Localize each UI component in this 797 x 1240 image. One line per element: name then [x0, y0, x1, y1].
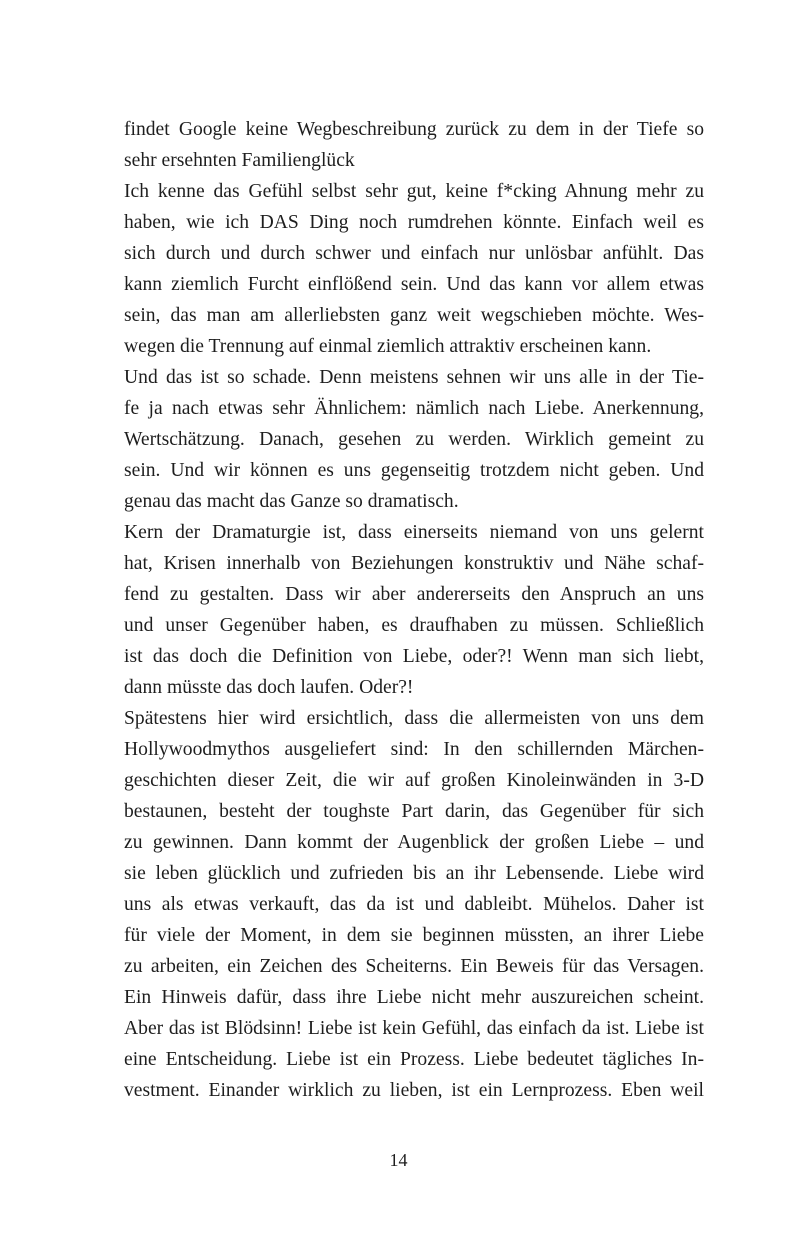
text-line: dann müsste das doch laufen. Oder?! — [124, 677, 414, 698]
text-line: sehr ersehnten Familienglück — [124, 150, 355, 171]
text-line: sein, das man am allerliebsten ganz weit wegschieben möchte. Wes- — [124, 305, 704, 326]
text-line: hat, Krisen innerhalb von Beziehungen konstruktiv und Nähe schaf- — [124, 553, 704, 574]
text-line: Hollywoodmythos ausgeliefert sind: In den schillernden Märchen- — [124, 739, 704, 760]
text-line: kann ziemlich Furcht einflößend sein. Und das kann vor allem etwas — [124, 274, 704, 295]
page-number: 14 — [389, 1150, 408, 1170]
text-line: Und das ist so schade. Denn meistens sehnen wir uns alle in der Tie- — [124, 367, 704, 388]
text-line: sein. Und wir können es uns gegenseitig trotzdem nicht geben. Und — [124, 460, 704, 481]
text-line: fe ja nach etwas sehr Ähnlichem: nämlich nach Liebe. Anerkennung, — [124, 398, 704, 419]
paragraph — [124, 703, 704, 1106]
text-line: Ich kenne das Gefühl selbst sehr gut, keine f*cking Ahnung mehr zu — [124, 181, 704, 202]
text-line: findet Google keine Wegbeschreibung zurück zu dem in der Tiefe so — [124, 119, 704, 140]
text-line: geschichten dieser Zeit, die wir auf großen Kinoleinwänden in 3-D — [124, 770, 704, 791]
paragraph — [124, 176, 704, 362]
paragraph — [124, 517, 704, 703]
text-line: sie leben glücklich und zufrieden bis an ihr Lebensende. Liebe wird — [124, 863, 704, 884]
text-line: eine Entscheidung. Liebe ist ein Prozess. Liebe bedeutet tägliches In- — [124, 1049, 704, 1070]
text-line: bestaunen, besteht der toughste Part darin, das Gegenüber für sich — [124, 801, 704, 822]
text-line: und unser Gegenüber haben, es draufhaben zu müssen. Schließlich — [124, 615, 704, 636]
paragraph — [124, 362, 704, 517]
paragraph — [124, 114, 704, 176]
text-line: haben, wie ich DAS Ding noch rumdrehen könnte. Einfach weil es — [124, 212, 704, 233]
text-line: wegen die Trennung auf einmal ziemlich attraktiv erscheinen kann. — [124, 336, 652, 357]
text-line: für viele der Moment, in dem sie beginnen müssten, an ihrer Liebe — [124, 925, 704, 946]
text-line: Ein Hinweis dafür, dass ihre Liebe nicht mehr auszureichen scheint. — [124, 987, 704, 1008]
text-line: genau das macht das Ganze so dramatisch. — [124, 491, 459, 512]
text-line: sich durch und durch schwer und einfach nur unlösbar anfühlt. Das — [124, 243, 704, 264]
text-line: Spätestens hier wird ersichtlich, dass die allermeisten von uns dem — [124, 708, 704, 729]
text-line: zu arbeiten, ein Zeichen des Scheiterns. Ein Beweis für das Versagen. — [124, 956, 704, 977]
text-line: uns als etwas verkauft, das da ist und dableibt. Mühelos. Daher ist — [124, 894, 704, 915]
text-line: Wertschätzung. Danach, gesehen zu werden. Wirklich gemeint zu — [124, 429, 704, 450]
text-line: Aber das ist Blödsinn! Liebe ist kein Gefühl, das einfach da ist. Liebe ist — [124, 1018, 704, 1039]
text-line: ist das doch die Definition von Liebe, oder?! Wenn man sich liebt, — [124, 646, 704, 667]
text-line: fend zu gestalten. Dass wir aber andererseits den Anspruch an uns — [124, 584, 704, 605]
text-line: vestment. Einander wirklich zu lieben, ist ein Lernprozess. Eben weil — [124, 1080, 704, 1101]
text-line: zu gewinnen. Dann kommt der Augenblick der großen Liebe – und — [124, 832, 704, 853]
text-line: Kern der Dramaturgie ist, dass einerseits niemand von uns gelernt — [124, 522, 704, 543]
book-page-body — [124, 114, 704, 1106]
